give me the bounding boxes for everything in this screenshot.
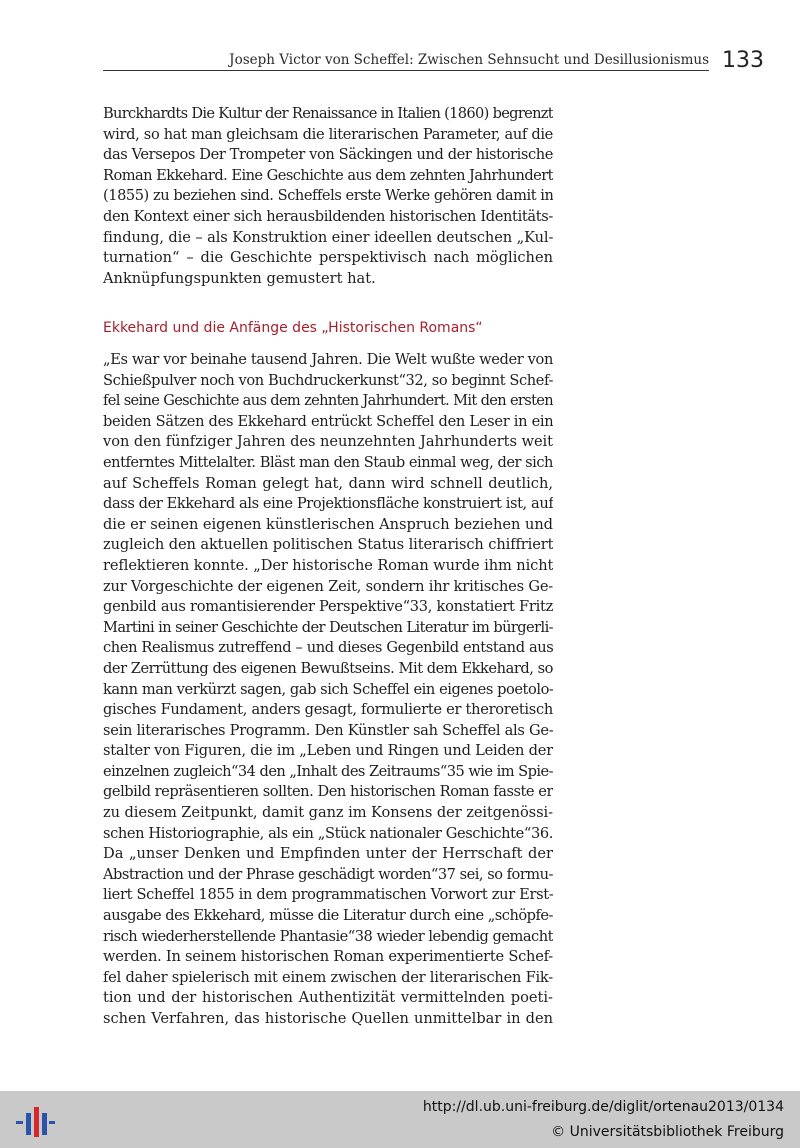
text-line: zu diesem Zeitpunkt, damit ganz im Konsens der zeitgenössi- xyxy=(103,804,553,822)
section-heading: Ekkehard und die Anfänge des „Historischen Romans“ xyxy=(103,320,483,336)
text-line: kann man verkürzt sagen, gab sich Scheffel ein eigenes poetolo- xyxy=(103,680,553,698)
text-line: sein literarisches Programm. Den Künstler sah Scheffel als Ge- xyxy=(103,721,553,739)
text-line: Martini in seiner Geschichte der Deutschen Literatur im bürgerli- xyxy=(103,618,553,636)
text-line: wird, so hat man gleichsam die literarischen Parameter, auf die xyxy=(103,125,553,143)
text-line: dass der Ekkehard als eine Projektionsfläche konstruiert ist, auf xyxy=(103,495,553,513)
text-line: tion und der historischen Authentizität vermittelnden poeti- xyxy=(103,989,553,1007)
text-line: Schießpulver noch von Buchdruckerkunst“32, so beginnt Schef- xyxy=(103,371,553,389)
ub-freiburg-logo-icon xyxy=(14,1099,56,1141)
text-line: stalter von Figuren, die im „Leben und Ringen und Leiden der xyxy=(103,742,553,760)
text-line: beiden Sätzen des Ekkehard entrückt Scheffel den Leser in ein xyxy=(103,412,553,430)
text-line: turnation“ – die Geschichte perspektivisch nach möglichen xyxy=(103,249,553,267)
text-line: Roman Ekkehard. Eine Geschichte aus dem zehnten Jahrhundert xyxy=(103,166,553,184)
text-line: gelbild repräsentieren sollten. Den historischen Roman fasste er xyxy=(103,783,553,801)
text-line: von den fünfziger Jahren des neunzehnten Jahrhunderts weit xyxy=(103,433,553,451)
text-line: auf Scheffels Roman gelegt hat, dann wird schnell deutlich, xyxy=(103,474,553,492)
text-line: schen Historiographie, als ein „Stück nationaler Geschichte“36. xyxy=(103,824,553,842)
text-line: entferntes Mittelalter. Bläst man den Staub einmal weg, der sich xyxy=(103,453,553,471)
text-line: zugleich den aktuellen politischen Status literarisch chiffriert xyxy=(103,536,553,554)
running-title: Joseph Victor von Scheffel: Zwischen Sehnsucht und Desillusionismus xyxy=(229,52,709,68)
text-line: chen Realismus zutreffend – und dieses Gegenbild entstand aus xyxy=(103,639,553,657)
text-line: werden. In seinem historischen Roman experimentierte Schef- xyxy=(103,948,553,966)
text-line: Da „unser Denken und Empfinden unter der Herrschaft der xyxy=(103,845,553,863)
text-line: fel daher spielerisch mit einem zwischen der literarischen Fik- xyxy=(103,968,553,986)
text-line: „Es war vor beinahe tausend Jahren. Die Welt wußte weder von xyxy=(103,351,553,368)
header-rule xyxy=(103,70,709,71)
text-line: (1855) zu beziehen sind. Scheffels erste Werke gehören damit in xyxy=(103,187,553,205)
text-line: schen Verfahren, das historische Quellen unmittelbar in den xyxy=(103,1010,553,1027)
text-line: risch wiederherstellende Phantasie“38 wieder lebendig gemacht xyxy=(103,927,553,945)
text-line: fel seine Geschichte aus dem zehnten Jahrhundert. Mit den ersten xyxy=(103,392,553,410)
paragraph-2 xyxy=(103,350,553,1030)
text-line: Anknüpfungspunkten gemustert hat. xyxy=(103,269,376,287)
paragraph-1 xyxy=(103,104,553,289)
text-line: die er seinen eigenen künstlerischen Anspruch beziehen und xyxy=(103,515,553,533)
text-line: der Zerrüttung des eigenen Bewußtseins. Mit dem Ekkehard, so xyxy=(103,659,553,677)
text-line: liert Scheffel 1855 in dem programmatischen Vorwort zur Erst- xyxy=(103,886,553,904)
text-line: einzelnen zugleich“34 den „Inhalt des Zeitraums“35 wie im Spie- xyxy=(103,762,553,780)
text-line: Burckhardts Die Kultur der Renaissance in Italien (1860) begrenzt xyxy=(103,105,553,122)
footer-copyright: © Universitätsbibliothek Freiburg xyxy=(551,1124,784,1140)
footer-bar xyxy=(0,1091,800,1148)
text-line: reflektieren konnte. „Der historische Roman wurde ihm nicht xyxy=(103,556,553,574)
text-line: das Versepos Der Trompeter von Säckingen und der historische xyxy=(103,146,553,164)
text-line: Abstraction und der Phrase geschädigt worden“37 sei, so formu- xyxy=(103,865,553,883)
footer-url-link[interactable]: http://dl.ub.uni-freiburg.de/diglit/ortenau2013/0134 xyxy=(422,1099,784,1115)
text-line: zur Vorgeschichte der eigenen Zeit, sondern ihr kritisches Ge- xyxy=(103,577,553,595)
page-number: 133 xyxy=(722,48,764,73)
text-line: findung, die – als Konstruktion einer ideellen deutschen „Kul- xyxy=(103,228,553,246)
text-line: den Kontext einer sich herausbildenden historischen Identitäts- xyxy=(103,207,553,225)
text-line: ausgabe des Ekkehard, müsse die Literatur durch eine „schöpfe- xyxy=(103,907,553,925)
text-line: genbild aus romantisierender Perspektive“33, konstatiert Fritz xyxy=(103,598,553,616)
text-line: gisches Fundament, anders gesagt, formulierte er theroretisch xyxy=(103,701,553,719)
